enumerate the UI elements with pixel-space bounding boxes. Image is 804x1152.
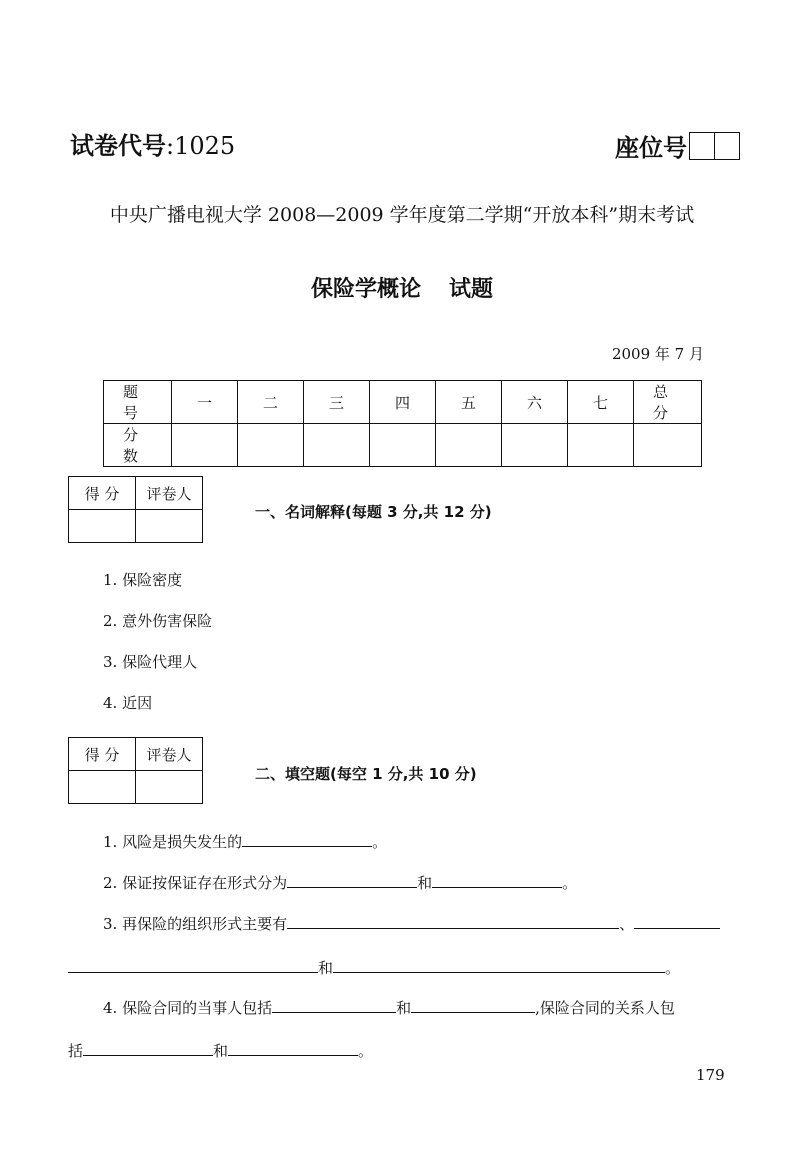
score-table-header-4: 四 [370, 381, 436, 424]
score-cell-7[interactable] [568, 424, 634, 467]
q1-blank[interactable] [242, 834, 372, 847]
grader-name-label: 评卷人 [136, 477, 203, 510]
q4-mid2: 和 [213, 1042, 229, 1060]
q4-blank-2[interactable] [411, 1000, 535, 1013]
score-table-header-3: 三 [304, 381, 370, 424]
section2-question-2 [103, 872, 577, 893]
score-table-header-label: 题 号 [104, 381, 172, 424]
exam-title-suffix: 试题 [449, 277, 494, 302]
seat-box-2[interactable] [714, 132, 740, 160]
grader-name-label: 评卷人 [136, 738, 203, 771]
q3-sep: 、 [619, 915, 635, 933]
exam-subtitle: 中央广播电视大学 2008—2009 学年度第二学期“开放本科”期末考试 [109, 204, 695, 226]
section2-heading: 二、填空题(每空 1 分,共 10 分) [255, 765, 477, 783]
exam-title [0, 272, 804, 303]
q4-blank-3[interactable] [83, 1043, 213, 1056]
q2-blank-2[interactable] [432, 875, 562, 888]
q4-blank-1[interactable] [272, 1000, 396, 1013]
section1-item-4: 4. 近因 [103, 694, 153, 712]
score-table-header-5: 五 [436, 381, 502, 424]
q4-blank-4[interactable] [228, 1043, 358, 1056]
seat-number-label: 座位号 [615, 134, 687, 162]
q3-text: 3. 再保险的组织形式主要有 [103, 915, 288, 933]
q2-text: 2. 保证按保证存在形式分为 [103, 874, 288, 892]
score-table-header-1: 一 [172, 381, 238, 424]
grader-name-cell[interactable] [136, 771, 203, 804]
q1-end: 。 [372, 833, 388, 851]
q4-line2-start: 括 [68, 1042, 84, 1060]
section1-heading: 一、名词解释(每题 3 分,共 12 分) [255, 503, 492, 521]
section1-item-3: 3. 保险代理人 [103, 653, 198, 671]
exam-date: 2009 年 7 月 [611, 345, 704, 363]
score-table-header-total: 总 分 [634, 381, 702, 424]
q3-blank-3[interactable] [333, 960, 665, 973]
score-table-score-row [104, 424, 702, 467]
score-table-header-2: 二 [238, 381, 304, 424]
grader-score-cell[interactable] [69, 510, 136, 543]
section2-question-1 [103, 831, 387, 852]
q3-blank-2-cont[interactable] [68, 960, 318, 973]
grader-score-cell[interactable] [69, 771, 136, 804]
q3-blank-2[interactable] [634, 916, 720, 929]
section1-item-2: 2. 意外伤害保险 [103, 612, 213, 630]
paper-code-label: 试卷代号 [70, 132, 166, 160]
grader-name-cell[interactable] [136, 510, 203, 543]
seat-box-1[interactable] [689, 132, 715, 160]
paper-code-value: :1025 [166, 132, 236, 160]
section2-question-4-line1 [103, 997, 675, 1018]
grader-table-section1 [68, 476, 203, 543]
section1-item-1: 1. 保险密度 [103, 571, 183, 589]
score-table [103, 380, 702, 467]
score-cell-2[interactable] [238, 424, 304, 467]
q3-blank-1[interactable] [287, 916, 619, 929]
q3-end: 。 [665, 959, 681, 977]
score-cell-total[interactable] [634, 424, 702, 467]
q1-text: 1. 风险是损失发生的 [103, 833, 243, 851]
grader-score-label: 得 分 [69, 738, 136, 771]
q2-mid: 和 [417, 874, 433, 892]
page-number: 179 [696, 1066, 725, 1084]
section2-question-3-line2 [68, 957, 680, 978]
score-table-header-row [104, 381, 702, 424]
score-table-score-label: 分 数 [104, 424, 172, 467]
score-cell-1[interactable] [172, 424, 238, 467]
section2-question-4-line2 [68, 1040, 373, 1061]
q4-tail: ,保险合同的关系人包 [535, 999, 675, 1017]
q4-mid: 和 [396, 999, 412, 1017]
seat-number [615, 128, 740, 163]
score-cell-5[interactable] [436, 424, 502, 467]
q4-text: 4. 保险合同的当事人包括 [103, 999, 273, 1017]
exam-title-main: 保险学概论 [310, 277, 421, 302]
q4-end: 。 [358, 1042, 374, 1060]
grader-table-section2 [68, 737, 203, 804]
score-cell-6[interactable] [502, 424, 568, 467]
paper-code [70, 126, 235, 161]
section2-question-3-line1 [103, 913, 720, 934]
score-cell-3[interactable] [304, 424, 370, 467]
grader-score-label: 得 分 [69, 477, 136, 510]
q2-blank-1[interactable] [287, 875, 417, 888]
score-table-header-6: 六 [502, 381, 568, 424]
score-cell-4[interactable] [370, 424, 436, 467]
score-table-header-7: 七 [568, 381, 634, 424]
q2-end: 。 [562, 874, 578, 892]
q3-mid: 和 [318, 959, 334, 977]
